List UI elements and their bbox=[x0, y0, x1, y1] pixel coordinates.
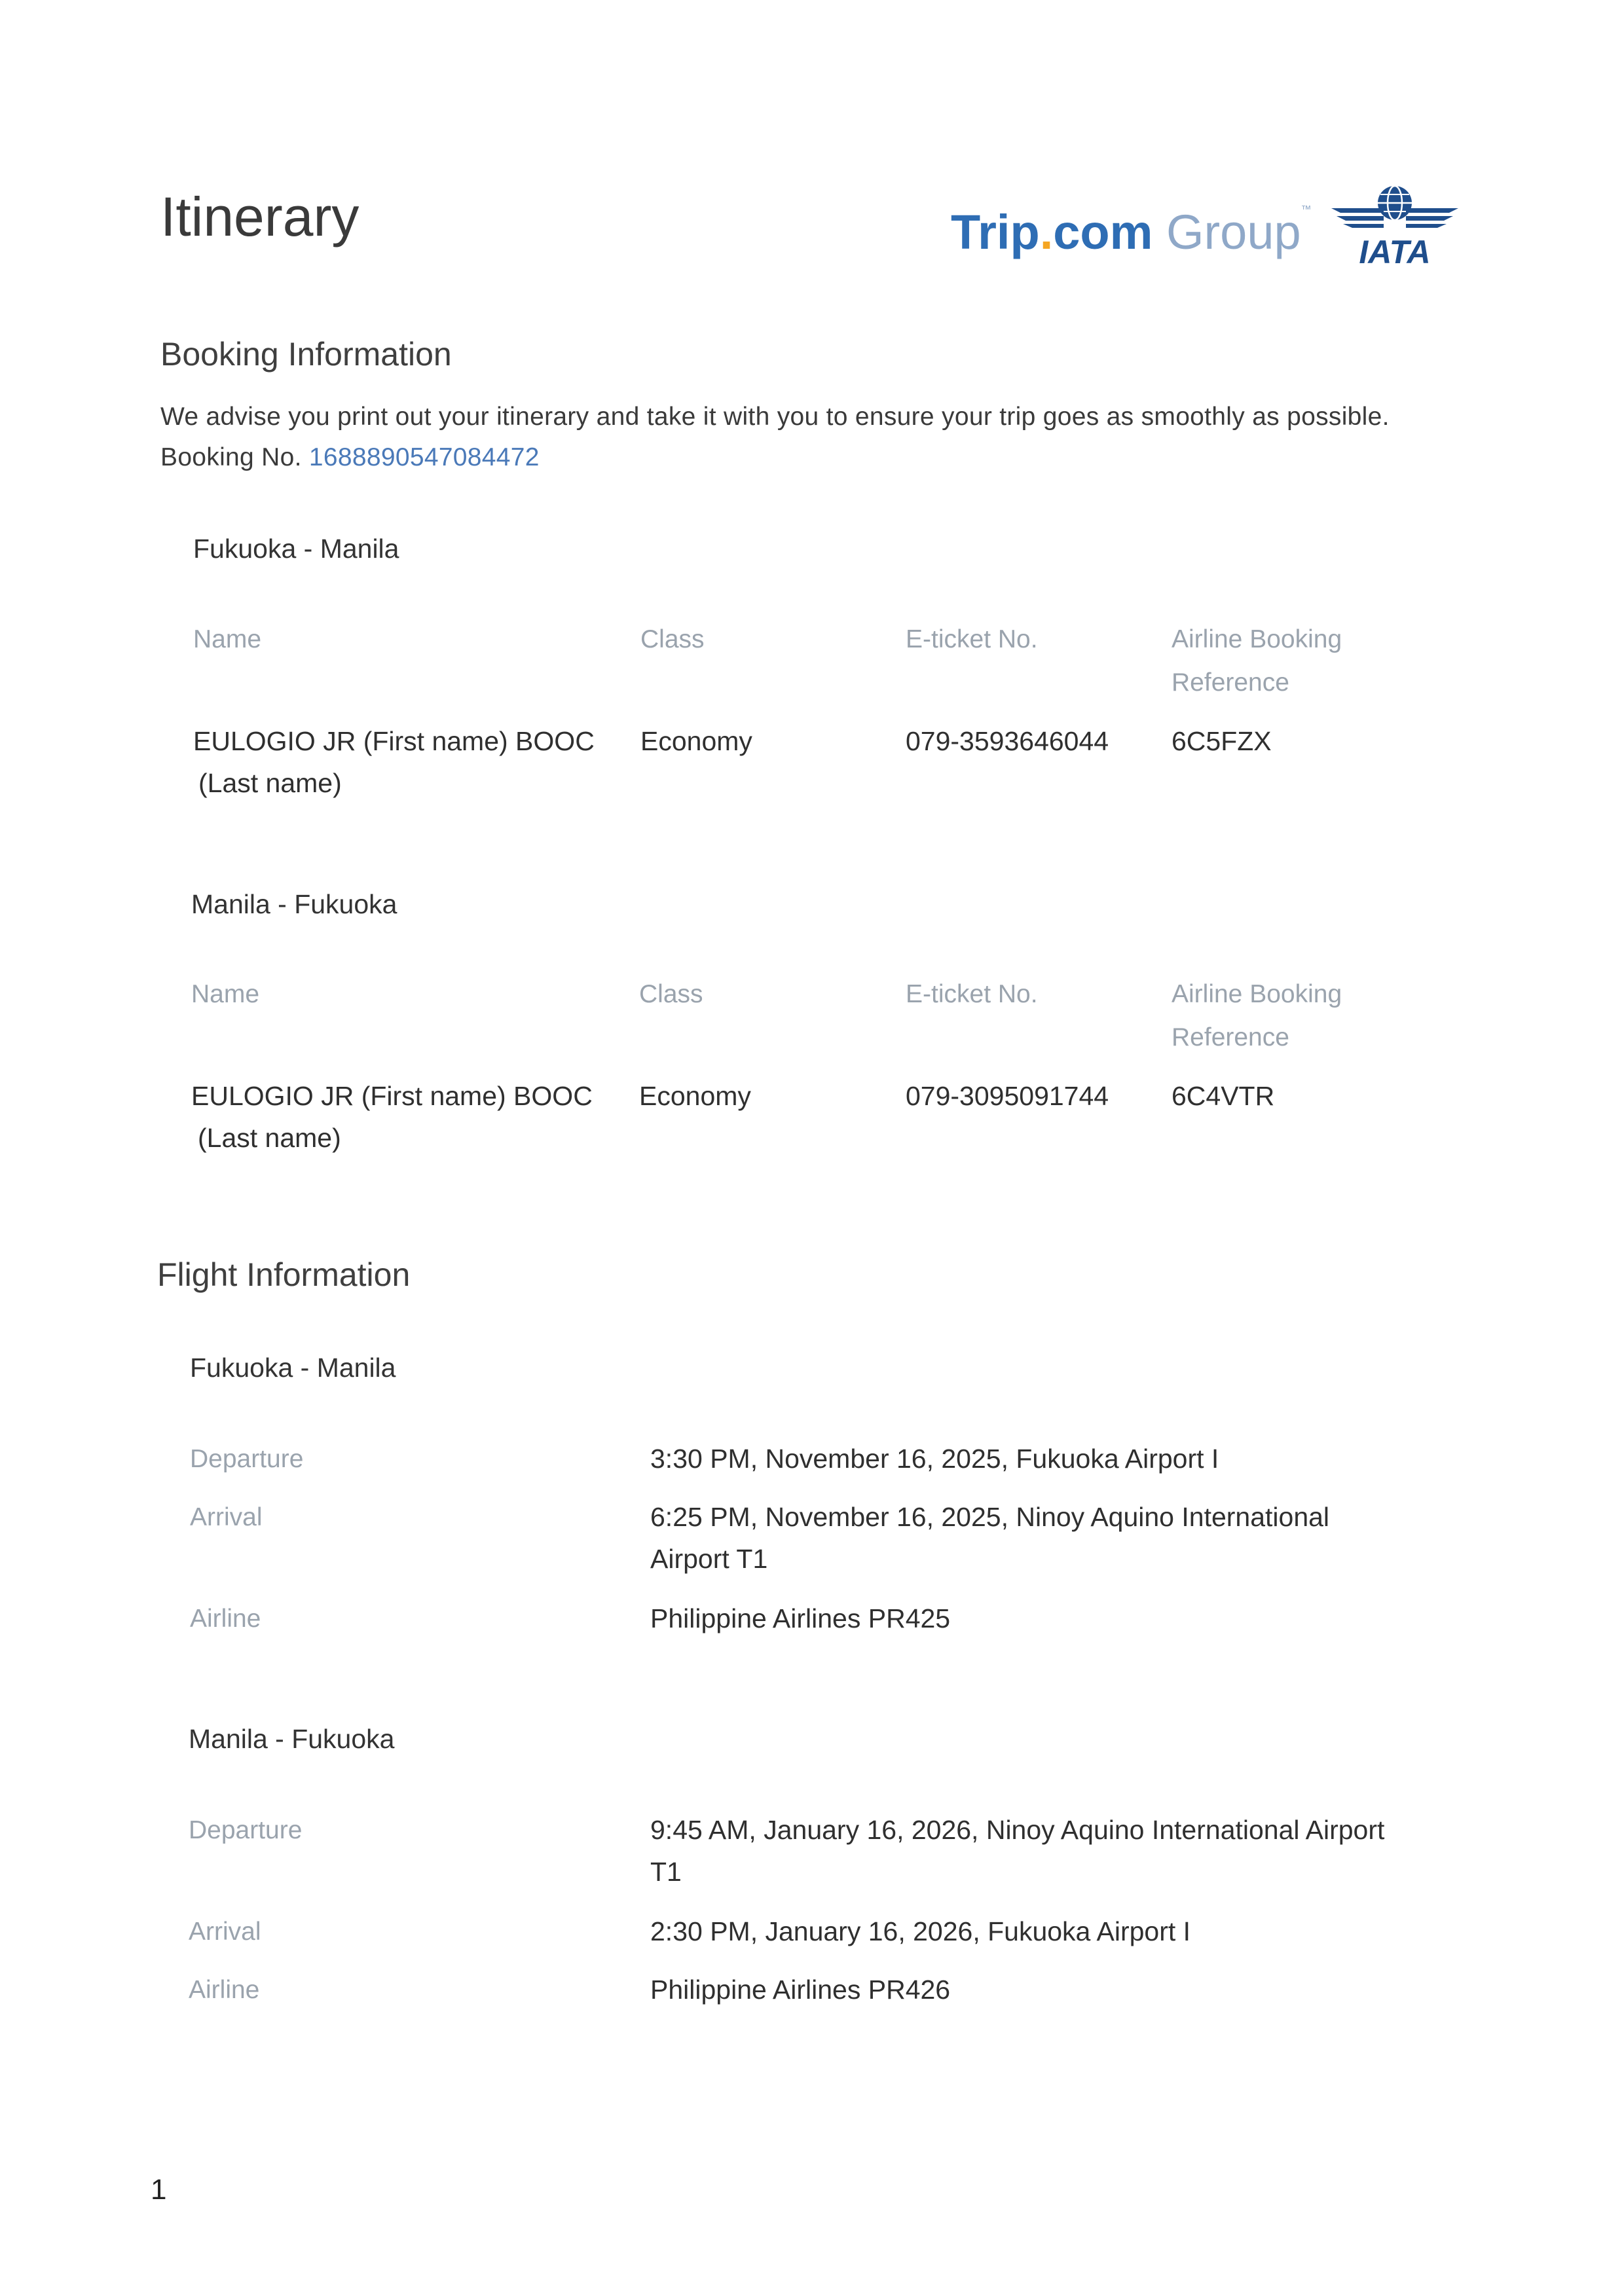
arrival-details: 6:25 PM, November 16, 2025, Ninoy Aquino International Airport T1 bbox=[650, 1502, 1330, 1574]
passenger-name: EULOGIO JR (First name) BOOC (Last name) bbox=[193, 726, 595, 798]
airline-label: Airline bbox=[189, 1976, 260, 2004]
page-title: Itinerary bbox=[160, 186, 360, 247]
flight-segment-route: Fukuoka - Manila bbox=[190, 1353, 396, 1383]
booking-reference-column-header: Airline Booking Reference bbox=[1172, 980, 1342, 1051]
airline-booking-reference: 6C4VTR bbox=[1172, 1081, 1275, 1111]
booking-number-value: 1688890547084472 bbox=[308, 443, 540, 471]
class-column-header: Class bbox=[640, 625, 705, 653]
booking-segment-route: Fukuoka - Manila bbox=[193, 534, 399, 564]
passenger-class: Economy bbox=[639, 1081, 751, 1111]
airline-flight-number: Philippine Airlines PR425 bbox=[650, 1603, 951, 1633]
arrival-details: 2:30 PM, January 16, 2026, Fukuoka Airport I bbox=[650, 1916, 1191, 1946]
itinerary-advice-text: We advise you print out your itinerary and take it with you to ensure your trip goes as smoothly as possible. bbox=[160, 403, 1390, 431]
departure-label: Departure bbox=[190, 1445, 304, 1473]
airline-flight-number: Philippine Airlines PR426 bbox=[650, 1975, 951, 2005]
departure-details: 3:30 PM, November 16, 2025, Fukuoka Airport I bbox=[650, 1444, 1219, 1474]
arrival-label: Arrival bbox=[190, 1503, 263, 1531]
departure-label: Departure bbox=[189, 1816, 303, 1844]
booking-information-heading: Booking Information bbox=[160, 336, 452, 373]
svg-text:IATA: IATA bbox=[1359, 234, 1431, 268]
booking-segment-route: Manila - Fukuoka bbox=[191, 889, 397, 919]
class-column-header: Class bbox=[639, 980, 703, 1008]
passenger-class: Economy bbox=[640, 726, 752, 756]
booking-reference-column-header: Airline Booking Reference bbox=[1172, 625, 1342, 697]
eticket-number: 079-3593646044 bbox=[906, 726, 1109, 756]
eticket-column-header: E-ticket No. bbox=[906, 980, 1038, 1008]
trip-com-group-logo: Trip.com Group™ bbox=[951, 204, 1312, 259]
airline-label: Airline bbox=[190, 1605, 261, 1633]
booking-number-row bbox=[160, 443, 540, 472]
passenger-name: EULOGIO JR (First name) BOOC (Last name) bbox=[191, 1081, 593, 1153]
name-column-header: Name bbox=[191, 980, 260, 1008]
name-column-header: Name bbox=[193, 625, 262, 653]
departure-details: 9:45 AM, January 16, 2026, Ninoy Aquino International Airport T1 bbox=[650, 1815, 1385, 1887]
airline-booking-reference: 6C5FZX bbox=[1172, 726, 1272, 756]
arrival-label: Arrival bbox=[189, 1918, 261, 1946]
booking-number-label: Booking No. bbox=[160, 443, 302, 471]
iata-logo bbox=[1326, 183, 1464, 268]
eticket-number: 079-3095091744 bbox=[906, 1081, 1109, 1111]
flight-information-heading: Flight Information bbox=[157, 1256, 411, 1293]
flight-segment-route: Manila - Fukuoka bbox=[189, 1724, 395, 1754]
eticket-column-header: E-ticket No. bbox=[906, 625, 1038, 653]
page-number: 1 bbox=[151, 2174, 167, 2206]
